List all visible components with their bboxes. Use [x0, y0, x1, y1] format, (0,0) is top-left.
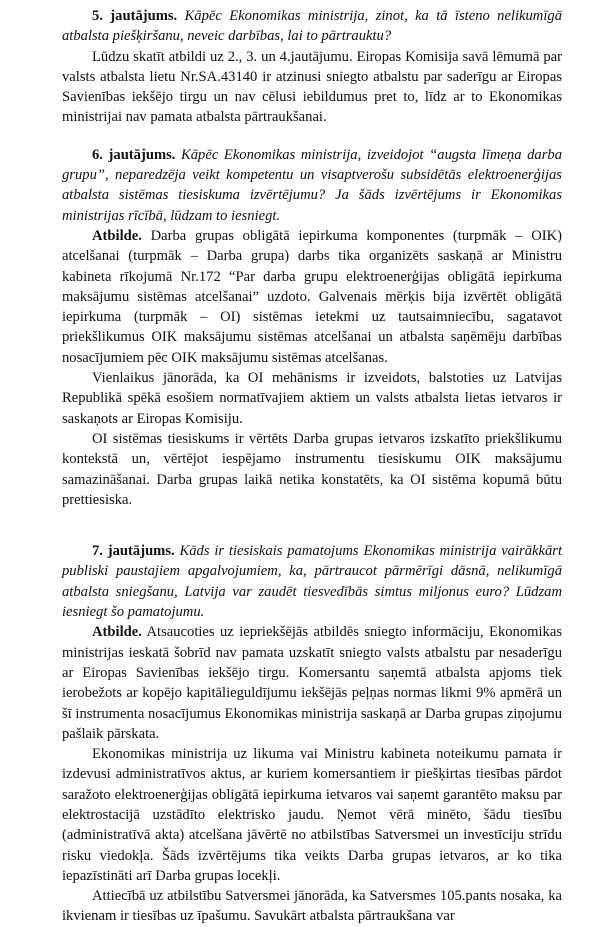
question-7: [62, 541, 562, 622]
question-6: [62, 145, 562, 226]
question-7-number: 7. jautājums.: [92, 543, 175, 560]
question-7-section: [62, 541, 562, 927]
question-5-answer-paragraph: Lūdzu skatīt atbildi uz 2., 3. un 4.jautājumu. Eiropas Komisija savā lēmumā par valsts atbalsta lietu Nr.SA.43140 ir atzinusi sniegto atbalstu par saderīgu ar Eiropas Savienības iekšējo tirgu un nav cēlusi iebildumus pret to, līdz ar to Ekonomikas ministrijai nav pamata atbalsta pārtraukšanai.: [62, 48, 562, 126]
question-7-paragraph-2: Ekonomikas ministrija uz likuma vai Ministru kabineta noteikumu pamata ir izdevusi administratīvos aktus, ar kuriem komersantiem ir piešķirtas tiesības pārdot saražoto elektroenerģijas obligātā iepirkuma ietvaros vai saņemt garantēto maksu par elektrostacijā uzstādīto elektrisko jaudu. Ņemot vērā minēto, šādu tiesību (administratīvā akta) atcelšana jāvērtē no atbilstības Satversmei un investīciju strīdu risku viedokļa. Šāds izvērtējums tika veikts Darba grupas ietvaros, ar ko tika iepazīstināti arī Darba grupas locekļi.: [62, 746, 562, 884]
question-7-paragraph-3: Attiecībā uz atbilstību Satversmei jānorāda, ka Satversmes 105.pants nosaka, ka ikvienam ir tiesības uz īpašumu. Savukārt atbalsta pārtraukšana var: [62, 888, 562, 925]
document-page: [62, 6, 562, 927]
question-6-paragraph-3: OI sistēmas tiesiskums ir vērtēts Darba grupas ietvaros izskatīto priekšlikumu kontekstā un, vērtējot iespējamo instrumentu tiesiskumu OIK maksājumu samazināšanai. Darba grupas laikā netika konstatēts, ka OI sistēma kopumā būtu prettiesiska.: [62, 430, 562, 508]
question-6-answer: [62, 226, 562, 368]
question-5-section: [62, 6, 562, 128]
question-6-answer-text: Darba grupas obligātā iepirkuma komponentes (turpmāk – OIK) atcelšanai (turpmāk – Darba grupa) darbs tika organizēts saskaņā ar Ministru kabineta rīkojumā Nr.172 “Par darba grupu elektroenerģijas obligātā iepirkuma maksājumu sistēmas atcelšanai” uzdoto. Galvenais mērķis bija izvērtēt obligātā iepirkuma (turpmāk – OI) sistēmas ietekmi uz tautsaimniecību, sagatavot priekšlikumus OIK maksājumu sistēmas atcelšanai un atbalsta saņēmēju darbības nosacījumiem pēc OIK maksājumu sistēmas atcelšanas.: [62, 227, 562, 366]
question-6-number: 6. jautājums.: [92, 146, 176, 163]
question-7-answer-text: Atsaucoties uz iepriekšējās atbildēs sniegto informāciju, Ekonomikas ministrijas ieskatā šobrīd nav pamata uzskatīt sniegto valsts atbalstu par nesaderīgu ar Eiropas Savienības iekšējo tirgu. Komersantu saņemtā atbalsta apjoms tiek ierobežots ar kopējo kapitālieguldījumu iekšējās peļņas normas likmi 9% apmērā un šī instrumenta nosacījumus Ekonomikas ministrija saskaņā ar Darba grupas ziņojumu pašlaik pārskata.: [62, 624, 562, 742]
answer-label: Atbilde.: [92, 624, 142, 641]
question-5-text: Kāpēc Ekonomikas ministrija, zinot, ka tā īsteno nelikumīgā atbalsta piešķiršanu, neveic darbības, lai to pārtrauktu?: [62, 8, 562, 45]
question-5-number: 5. jautājums.: [92, 8, 178, 24]
question-7-answer: [62, 622, 562, 744]
question-6-paragraph-2: Vienlaikus jānorāda, ka OI mehānisms ir izveidots, balstoties uz Latvijas Republikā spēkā esošiem normatīvajiem aktiem un valsts atbalsta lietas ietvaros ir saskaņots ar Eiropas Komisiju.: [62, 370, 562, 427]
question-6-text: Kāpēc Ekonomikas ministrija, izveidojot “augsta līmeņa darba grupu”, neparedzēja veikt kompetentu un visaptverošu subsidētās elektroenerģijas atbalsta sistēmas tiesiskuma izvērtējumu? Ja šāds izvērtējums ir Ekonomikas ministrijas rīcībā, lūdzam to iesniegt.: [62, 146, 562, 224]
answer-label: Atbilde.: [92, 227, 142, 244]
question-6-section: [62, 145, 562, 510]
question-5: [62, 6, 562, 47]
question-7-text: Kāds ir tiesiskais pamatojums Ekonomikas ministrija vairākkārt publiski paustajiem apgalvojumiem, ka, pārtraucot pārmērīgi dāsnā, nelikumīgā atbalsta sniegšanu, Latvija var zaudēt tiesvedībās simtus miljonus euro? Lūdzam iesniegt šo pamatojumu.: [62, 543, 562, 621]
